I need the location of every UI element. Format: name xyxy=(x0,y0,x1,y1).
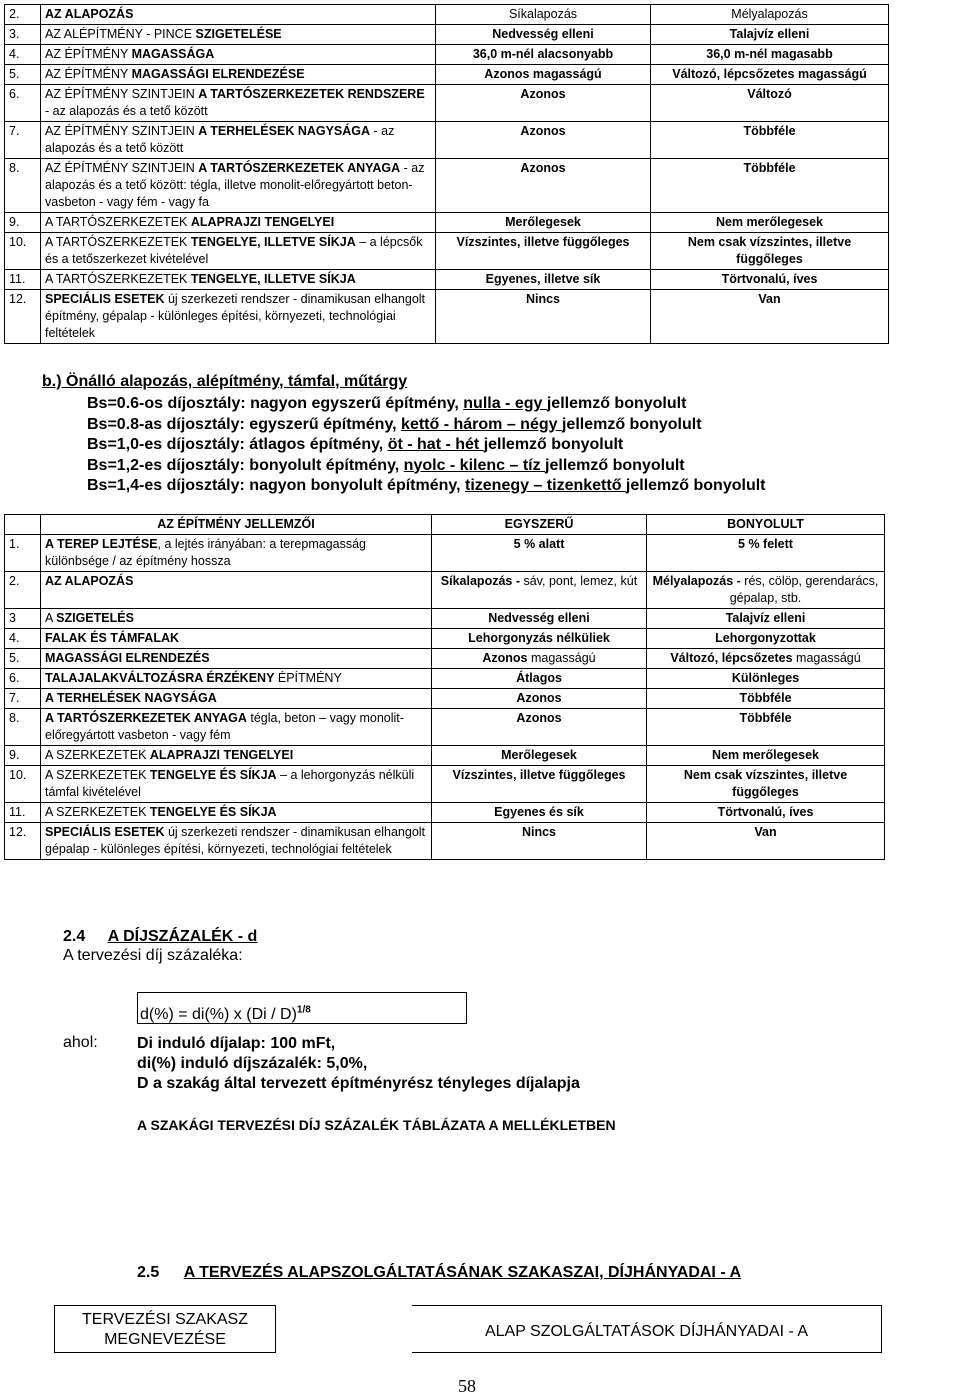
text-run: Lehorgonyzottak xyxy=(715,631,816,645)
text-run: SZIGETELÉSE xyxy=(195,27,282,41)
row-number: 12. xyxy=(5,290,41,344)
row-number: 7. xyxy=(5,689,41,709)
text-run: - az alapozás és a tető között xyxy=(45,104,208,118)
row-description xyxy=(41,823,432,860)
phase-name-header: TERVEZÉSI SZAKASZ MEGNEVEZÉSE xyxy=(54,1305,276,1353)
complex-value: Törtvonalú, íves xyxy=(651,270,889,290)
simple-value xyxy=(432,766,647,803)
simple-value xyxy=(432,803,647,823)
row-description xyxy=(41,689,432,709)
simple-value: Merőlegesek xyxy=(436,213,651,233)
text-run: jellemző bonyolult xyxy=(483,436,624,453)
row-description xyxy=(41,803,432,823)
table-row xyxy=(5,233,889,270)
simple-value: Azonos xyxy=(436,159,651,213)
row-number: 8. xyxy=(5,159,41,213)
text-run: A TEREP LEJTÉSE xyxy=(45,537,158,551)
row-description xyxy=(41,535,432,572)
text-run: Többféle xyxy=(739,691,792,705)
row-description xyxy=(41,629,432,649)
row-description xyxy=(41,233,436,270)
complex-value: Talajvíz elleni xyxy=(651,25,889,45)
text-run: jellemző bonyolult xyxy=(561,415,702,433)
row-number: 11. xyxy=(5,803,41,823)
row-number: 11. xyxy=(5,270,41,290)
text-run: Talajvíz elleni xyxy=(725,611,806,625)
text-run: TENGELYE, ILLETVE SÍKJA xyxy=(190,235,356,249)
text-run: - az alapozás és a tető között: tégla, illetve monolit-előregyártott beton-vasbeton - vagy fém - vagy fa xyxy=(45,161,425,209)
simple-value: Azonos magasságú xyxy=(436,65,651,85)
text-run: Merőlegesek xyxy=(501,748,577,762)
row-description xyxy=(41,649,432,669)
bs-class-line xyxy=(87,394,686,414)
header-complex: BONYOLULT xyxy=(647,515,885,535)
table-row xyxy=(5,290,889,344)
ahol-label: ahol: xyxy=(63,1034,98,1051)
row-description xyxy=(41,669,432,689)
row-number: 6. xyxy=(5,669,41,689)
row-number: 4. xyxy=(5,45,41,65)
text-run: Átlagos xyxy=(516,671,562,685)
row-number: 9. xyxy=(5,746,41,766)
row-number: 4. xyxy=(5,629,41,649)
text-run: , a lejtés irányában: a terepmagasság különbsége / az építmény hossza xyxy=(45,537,366,568)
text-run: Nedvesség elleni xyxy=(488,611,590,625)
reference-note: A SZAKÁGI TERVEZÉSI DÍJ SZÁZALÉK TÁBLÁZATA A MELLÉKLETBEN xyxy=(137,1117,616,1133)
text-run: ÉPÍTMÉNY xyxy=(274,671,342,685)
formula: d(%) = di(%) x (Di / D)$^{1/8}$ xyxy=(140,1005,311,1024)
text-run: Nem csak vízszintes, illetve függőleges xyxy=(683,768,848,799)
text-run: A xyxy=(45,611,57,625)
row-description xyxy=(41,122,436,159)
complex-value xyxy=(647,649,885,669)
bs-class-line xyxy=(87,476,765,496)
table-row xyxy=(5,159,889,213)
text-run: Bs=0.6-os díjosztály: nagyon egyszerű építmény, xyxy=(87,395,464,412)
simple-value: 36,0 m-nél alacsonyabb xyxy=(436,45,651,65)
row-description xyxy=(41,746,432,766)
text-run: új szerkezeti rendszer - dinamikusan elhangolt gépalap - különleges építési, környezeti, technológiai feltételek xyxy=(45,825,426,856)
text-run: – a lépcsők és a tetőszerkezet kivételével xyxy=(45,235,423,266)
text-run: Bs=1,2-es díjosztály: bonyolult építmény, xyxy=(87,456,404,474)
row-description xyxy=(41,766,432,803)
section-b-heading: b.) Önálló alapozás, alépítmény, támfal, műtárgy xyxy=(42,373,408,390)
row-description xyxy=(41,213,436,233)
definition-line: Di induló díjalap: 100 mFt, xyxy=(137,1035,336,1052)
row-description xyxy=(41,709,432,746)
complex-value xyxy=(647,823,885,860)
table-row xyxy=(5,572,885,609)
bs-class-line xyxy=(87,456,685,476)
table-row xyxy=(5,65,889,85)
row-description xyxy=(41,609,432,629)
text-run: 5 % alatt xyxy=(513,537,565,551)
row-description xyxy=(41,5,436,25)
table-row xyxy=(5,746,885,766)
simple-value: Nedvesség elleni xyxy=(436,25,651,45)
row-number: 9. xyxy=(5,213,41,233)
simple-value xyxy=(432,689,647,709)
text-run: sáv, pont, lemez, kút xyxy=(520,574,638,588)
text-run: TALAJALAKVÁLTOZÁSRA ÉRZÉKENY xyxy=(45,671,275,685)
complex-value xyxy=(647,609,885,629)
complex-value: Változó xyxy=(651,85,889,122)
simple-value xyxy=(432,535,647,572)
text-run: TENGELYE ÉS SÍKJA xyxy=(149,805,277,819)
text-run: MAGASSÁGI ELRENDEZÉSE xyxy=(131,67,305,81)
text-run: új szerkezeti rendszer - dinamikusan elhangolt építmény, gépalap - különleges építési, környezeti, technológiai feltételek xyxy=(45,292,426,340)
row-number: 8. xyxy=(5,709,41,746)
table-row xyxy=(5,5,889,25)
row-number: 1. xyxy=(5,535,41,572)
text-run: kettő - három – négy xyxy=(401,415,562,433)
row-number: 7. xyxy=(5,122,41,159)
page-number: 58 xyxy=(458,1376,476,1396)
text-run: nyolc - kilenc – tíz xyxy=(403,456,546,474)
text-run: A TARTÓSZERKEZETEK ANYAGA xyxy=(45,711,247,725)
complex-value: Van xyxy=(651,290,889,344)
text-run: A TARTÓSZERKEZETEK RENDSZERE xyxy=(198,87,425,101)
table-row xyxy=(5,689,885,709)
table-row xyxy=(5,535,885,572)
text-run: AZ ÉPÍTMÉNY SZINTJEIN xyxy=(45,161,199,175)
complex-value: Mélyalapozás xyxy=(651,5,889,25)
text-run: SZIGETELÉS xyxy=(56,611,134,625)
complex-value: 36,0 m-nél magasabb xyxy=(651,45,889,65)
row-number: 3. xyxy=(5,25,41,45)
text-run: Mélyalapozás - xyxy=(652,574,741,588)
simple-value: Nincs xyxy=(436,290,651,344)
simple-value: Síkalapozás xyxy=(436,5,651,25)
table-row xyxy=(5,649,885,669)
text-run: Többféle xyxy=(739,711,792,725)
text-run: AZ ÉPÍTMÉNY xyxy=(45,47,132,61)
text-run: A TARTÓSZERKEZETEK xyxy=(45,235,191,249)
complex-value xyxy=(647,572,885,609)
complex-value xyxy=(647,535,885,572)
text-run: jellemző bonyolult xyxy=(625,477,766,494)
header-characteristics: AZ ÉPÍTMÉNY JELLEMZŐI xyxy=(41,515,432,535)
text-run: öt - hat - hét xyxy=(387,436,484,453)
row-number: 5. xyxy=(5,649,41,669)
text-run: jellemző bonyolult xyxy=(545,456,685,474)
bs-class-line xyxy=(87,435,623,455)
complex-value xyxy=(647,746,885,766)
text-run: A TARTÓSZERKEZETEK xyxy=(45,215,191,229)
text-run: SPECIÁLIS ESETEK xyxy=(45,825,165,839)
complex-value xyxy=(647,629,885,649)
text-run: Törtvonalú, íves xyxy=(717,805,814,819)
text-run: AZ ALAPOZÁS xyxy=(45,7,134,21)
row-description xyxy=(41,45,436,65)
table-2 xyxy=(4,514,885,860)
header-num xyxy=(5,515,41,535)
complex-value: Nem csak vízszintes, illetve függőleges xyxy=(651,233,889,270)
definitions xyxy=(137,1034,580,1094)
row-number: 10. xyxy=(5,233,41,270)
text-run: MAGASSÁGA xyxy=(131,47,215,61)
row-description xyxy=(41,159,436,213)
text-run: A TERHELÉSEK NAGYSÁGA xyxy=(198,124,371,138)
complex-value: Többféle xyxy=(651,122,889,159)
text-run: Bs=1,0-es díjosztály: átlagos építmény, xyxy=(87,436,388,453)
complex-value: Többféle xyxy=(651,159,889,213)
row-number: 12. xyxy=(5,823,41,860)
text-run: Lehorgonyzás nélküliek xyxy=(468,631,610,645)
text-run: magasságú xyxy=(527,651,596,665)
row-description xyxy=(41,290,436,344)
text-run: AZ ÉPÍTMÉNY xyxy=(45,67,132,81)
text-run: A TARTÓSZERKEZETEK ANYAGA xyxy=(198,161,401,175)
text-run: Bs=0.8-as díjosztály: egyszerű építmény, xyxy=(87,415,402,433)
section-2-4-subtitle: A tervezési díj százaléka: xyxy=(63,947,243,964)
header-simple: EGYSZERŰ xyxy=(432,515,647,535)
text-run: TENGELYE ÉS SÍKJA xyxy=(149,768,277,782)
row-number: 5. xyxy=(5,65,41,85)
section-2-5-heading: 2.5 A TERVEZÉS ALAPSZOLGÁLTATÁSÁNAK SZAKASZAI, DÍJHÁNYADAI - A xyxy=(137,1264,742,1281)
text-run: AZ ÉPÍTMÉNY SZINTJEIN xyxy=(45,124,199,138)
text-run: – a lehorgonyzás nélküli támfal kivételével xyxy=(45,768,415,799)
text-run: Azonos xyxy=(482,651,528,665)
text-run: jellemző bonyolult xyxy=(546,395,687,412)
table-row xyxy=(5,766,885,803)
row-description xyxy=(41,25,436,45)
row-number: 6. xyxy=(5,85,41,122)
table-row xyxy=(5,803,885,823)
text-run: Vízszintes, illetve függőleges xyxy=(452,768,626,782)
text-run: Bs=1,4-es díjosztály: nagyon bonyolult építmény, xyxy=(87,477,465,494)
table-row xyxy=(5,122,889,159)
bs-class-line xyxy=(87,415,702,435)
text-run: Változó, lépcsőzetes xyxy=(670,651,793,665)
complex-value: Változó, lépcsőzetes magasságú xyxy=(651,65,889,85)
table-row xyxy=(5,669,885,689)
text-run: Van xyxy=(754,825,777,839)
complex-value xyxy=(647,803,885,823)
row-number: 2. xyxy=(5,5,41,25)
text-run: AZ ALAPOZÁS xyxy=(45,574,134,588)
row-description xyxy=(41,270,436,290)
formula-box xyxy=(137,992,467,1024)
text-run: SPECIÁLIS ESETEK xyxy=(45,292,165,306)
complex-value xyxy=(647,689,885,709)
text-run: tizenegy – tizenkettő xyxy=(465,477,626,494)
table-1 xyxy=(4,4,889,344)
table-row xyxy=(5,709,885,746)
table-row xyxy=(5,213,889,233)
simple-value xyxy=(432,669,647,689)
text-run: A SZERKEZETEK xyxy=(45,748,150,762)
text-run: ALAPRAJZI TENGELYEI xyxy=(190,215,335,229)
text-run: Egyenes és sík xyxy=(494,805,584,819)
row-description xyxy=(41,85,436,122)
simple-value: Egyenes, illetve sík xyxy=(436,270,651,290)
table-row xyxy=(5,629,885,649)
text-run: A SZERKEZETEK xyxy=(45,768,150,782)
text-run: nulla - egy xyxy=(463,395,547,412)
simple-value xyxy=(432,709,647,746)
text-run: A TARTÓSZERKEZETEK xyxy=(45,272,191,286)
text-run: TENGELYE, ILLETVE SÍKJA xyxy=(190,272,356,286)
complex-value xyxy=(647,766,885,803)
text-run: - az alapozás és a tető között xyxy=(45,124,395,155)
simple-value: Azonos xyxy=(436,85,651,122)
simple-value xyxy=(432,823,647,860)
text-run: tégla, beton – vagy monolit-előregyártott vasbeton - vagy fém xyxy=(45,711,404,742)
text-run: magasságú xyxy=(792,651,861,665)
complex-value: Nem merőlegesek xyxy=(651,213,889,233)
section-2-4-heading: 2.4 A DÍJSZÁZALÉK - d xyxy=(63,928,258,945)
text-run: A SZERKEZETEK xyxy=(45,805,150,819)
text-run: AZ ALÉPÍTMÉNY - PINCE xyxy=(45,27,196,41)
text-run: Nincs xyxy=(521,825,557,839)
definition-line: D a szakág által tervezett építményrész tényleges díjalapja xyxy=(137,1075,580,1092)
text-run: 5 % felett xyxy=(738,537,793,551)
text-run: FALAK ÉS TÁMFALAK xyxy=(45,631,180,645)
row-number: 3 xyxy=(5,609,41,629)
text-run: ALAPRAJZI TENGELYEI xyxy=(149,748,294,762)
table-row xyxy=(5,45,889,65)
complex-value xyxy=(647,669,885,689)
table-header-row xyxy=(5,515,885,535)
fee-share-header: ALAP SZOLGÁLTATÁSOK DÍJHÁNYADAI - A xyxy=(412,1305,882,1353)
simple-value xyxy=(432,746,647,766)
text-run: Azonos xyxy=(516,711,562,725)
text-run: MAGASSÁGI ELRENDEZÉS xyxy=(45,651,210,665)
simple-value xyxy=(432,629,647,649)
complex-value xyxy=(647,709,885,746)
text-run: A TERHELÉSEK NAGYSÁGA xyxy=(45,691,217,705)
text-run: Nem merőlegesek xyxy=(711,748,819,762)
table-row xyxy=(5,270,889,290)
definition-line: di(%) induló díjszázalék: 5,0%, xyxy=(137,1055,368,1072)
simple-value: Azonos xyxy=(436,122,651,159)
row-number: 10. xyxy=(5,766,41,803)
simple-value xyxy=(432,649,647,669)
simple-value xyxy=(432,572,647,609)
table-row xyxy=(5,85,889,122)
text-run: AZ ÉPÍTMÉNY SZINTJEIN xyxy=(45,87,199,101)
table-row xyxy=(5,609,885,629)
simple-value: Vízszintes, illetve függőleges xyxy=(436,233,651,270)
row-description xyxy=(41,65,436,85)
text-run: Síkalapozás - xyxy=(440,574,520,588)
table-row xyxy=(5,823,885,860)
text-run: rés, cölöp, gerendarács, gépalap, stb. xyxy=(729,574,879,605)
row-number: 2. xyxy=(5,572,41,609)
simple-value xyxy=(432,609,647,629)
text-run: Különleges xyxy=(731,671,800,685)
row-description xyxy=(41,572,432,609)
text-run: Azonos xyxy=(516,691,562,705)
table-row xyxy=(5,25,889,45)
